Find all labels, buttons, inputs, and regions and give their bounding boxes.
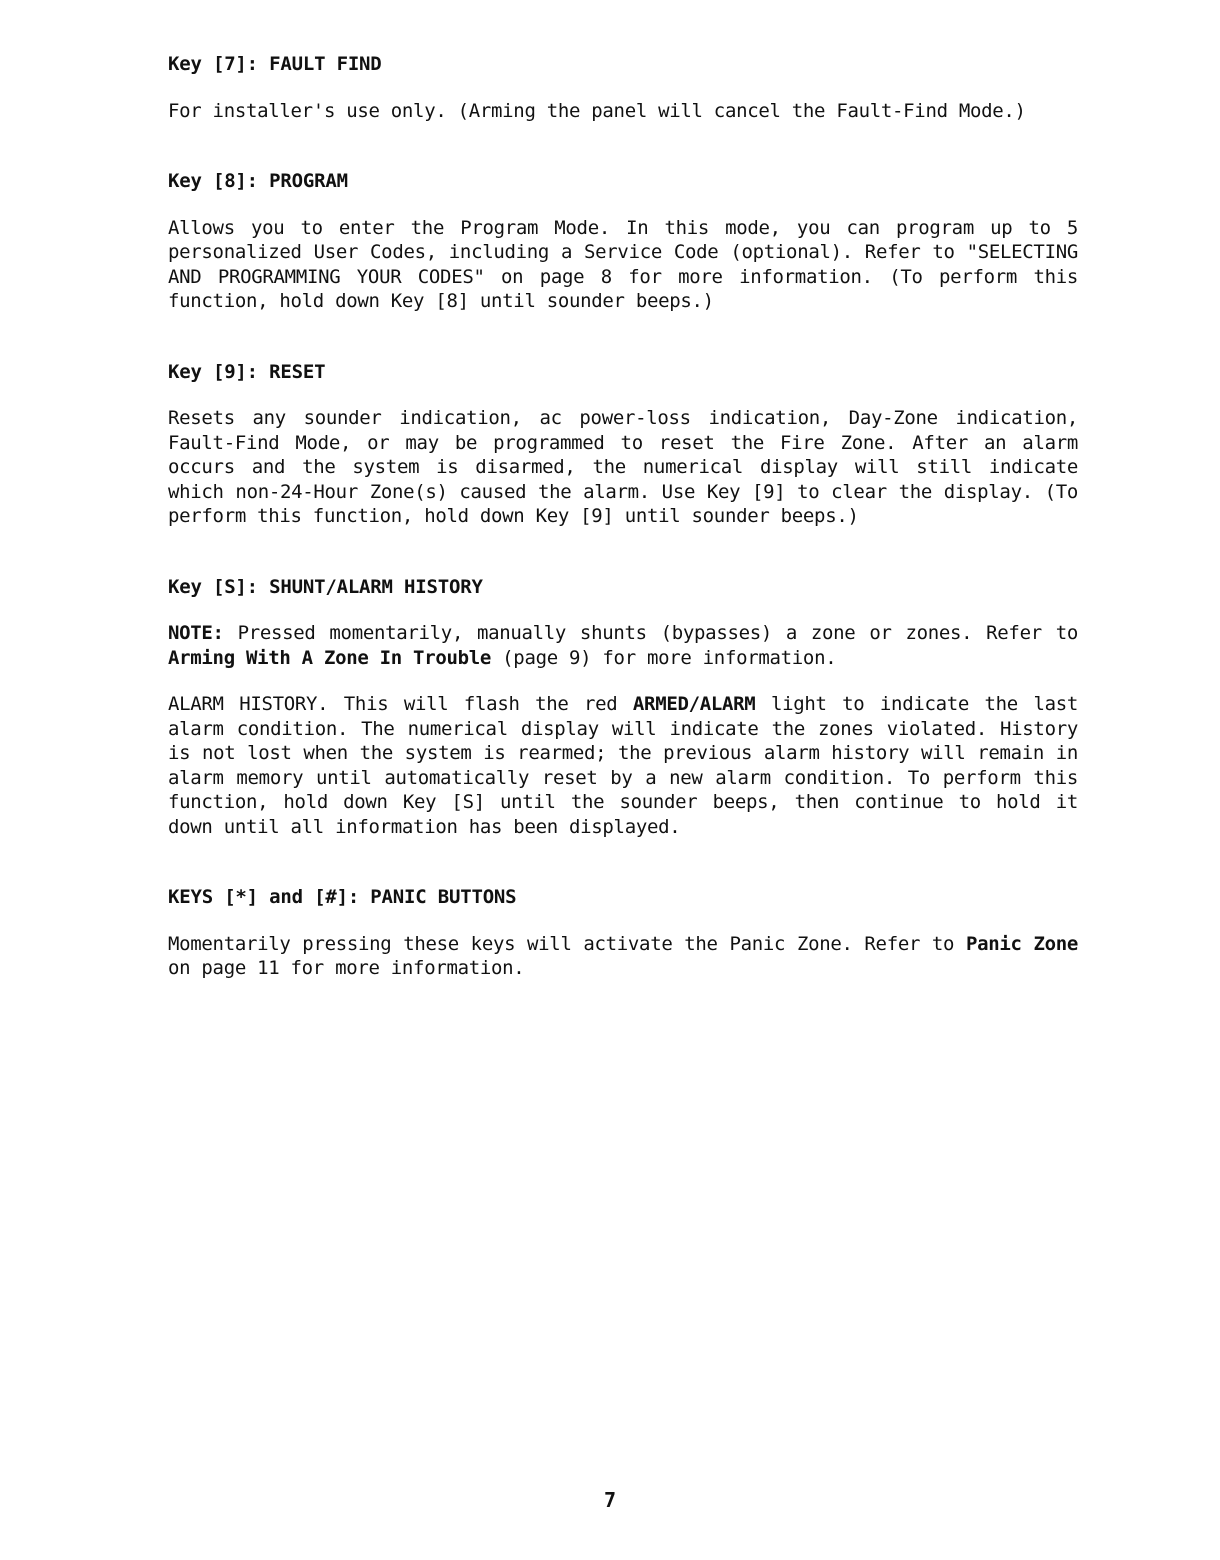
heading-fault-find: Key [7]: FAULT FIND bbox=[168, 53, 382, 75]
history-text-2: light to indicate the last alarm condition. The numerical display will indicate the zones violated. History is not lost when the system is rearmed; the previous alarm history will remain in alarm memory until automatically reset by a new alarm condition. To perform this function, hold down Key [S] until the sounder beeps, then continue to hold it down until all information has been displayed. bbox=[168, 693, 1078, 838]
paragraph-shunt-note bbox=[168, 621, 1078, 670]
note-text-1: Pressed momentarily, manually shunts (bypasses) a zone or zones. Refer to bbox=[237, 622, 1078, 644]
heading-panic-buttons: KEYS [*] and [#]: PANIC BUTTONS bbox=[168, 886, 517, 908]
page-number: 7 bbox=[603, 1488, 617, 1512]
history-text-1: ALARM HISTORY. This will flash the red bbox=[168, 693, 618, 715]
paragraph-fault-find: For installer's use only. (Arming the panel will cancel the Fault-Find Mode.) bbox=[168, 99, 1026, 122]
document-page bbox=[168, 52, 1078, 981]
note-text-2: (page 9) for more information. bbox=[502, 646, 837, 669]
heading-program: Key [8]: PROGRAM bbox=[168, 170, 348, 192]
heading-shunt-alarm-history: Key [S]: SHUNT/ALARM HISTORY bbox=[168, 575, 483, 598]
paragraph-program: Allows you to enter the Program Mode. In this mode, you can program up to 5 personalized User Codes, including a Service Code (optional). Refer to "SELECTING AND PROGRAMMING YOUR CODES" on page 8 for more information. (To perform this function, hold down Key [8] until sounder beeps.) bbox=[168, 216, 1078, 312]
panic-text-2: on page 11 for more information. bbox=[168, 957, 525, 979]
paragraph-panic-buttons bbox=[168, 932, 1078, 981]
note-bold-reference: Arming With A Zone In Trouble bbox=[168, 646, 492, 669]
paragraph-reset: Resets any sounder indication, ac power-loss indication, Day-Zone indication, Fault-Find Mode, or may be programmed to reset the Fire Zone. After an alarm occurs and the system is disarmed, the numerical display will still indicate which non-24-Hour Zone(s) caused the alarm. Use Key [9] to clear the display. (To perform this function, hold down Key [9] until sounder beeps.) bbox=[168, 407, 1078, 527]
heading-reset: Key [9]: RESET bbox=[168, 360, 326, 383]
paragraph-alarm-history bbox=[168, 692, 1078, 839]
panic-text-1: Momentarily pressing these keys will activate the Panic Zone. Refer to bbox=[168, 932, 955, 955]
history-bold-light: ARMED/ALARM bbox=[632, 693, 756, 715]
panic-bold-reference: Panic Zone bbox=[965, 932, 1079, 955]
note-label: NOTE: bbox=[168, 622, 224, 644]
